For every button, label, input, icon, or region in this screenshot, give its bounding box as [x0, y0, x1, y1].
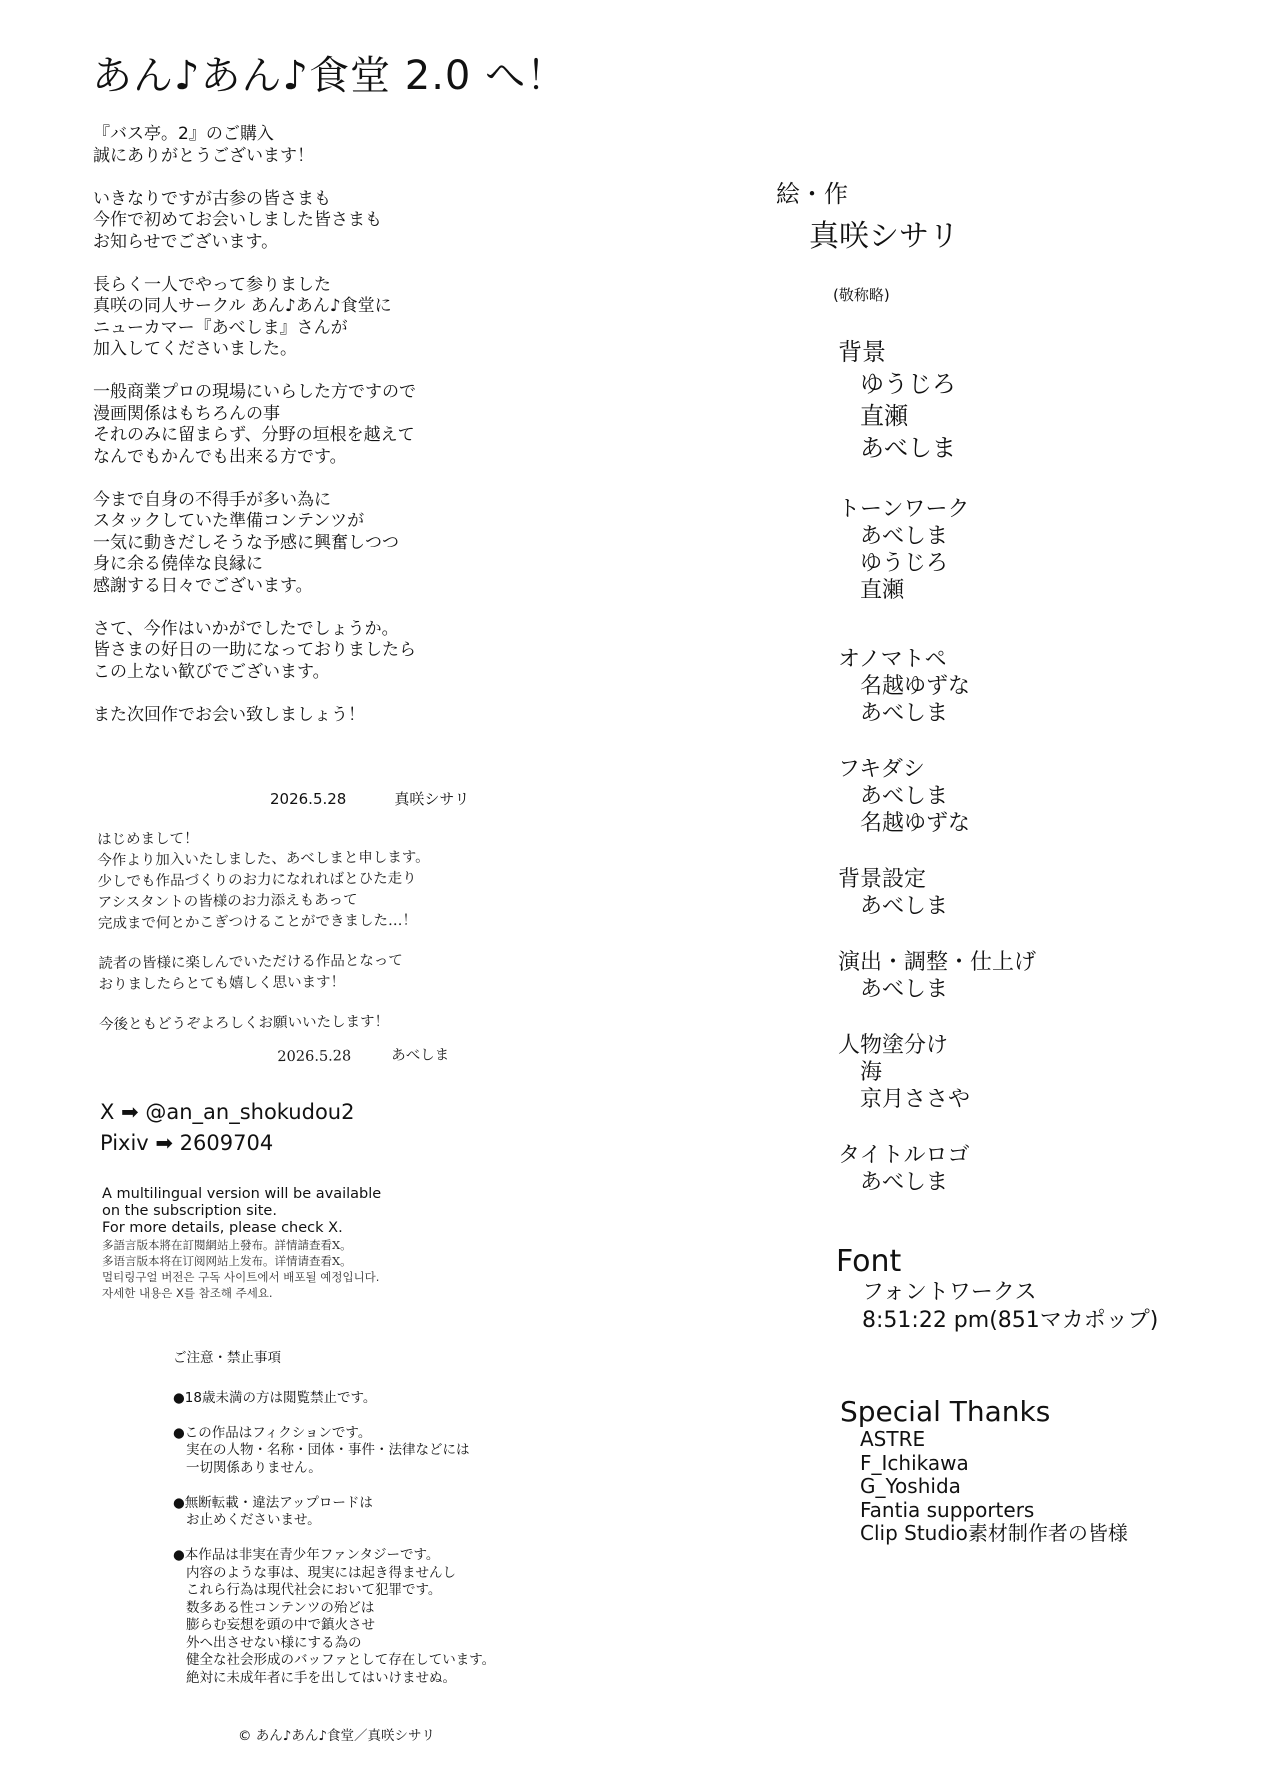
honorific-note: (敬称略) [833, 286, 890, 304]
thanks-name: F_Ichikawa [860, 1450, 969, 1475]
credit-heading: フキダシ [838, 757, 925, 782]
credit-section-speech-bubbles [838, 756, 970, 837]
thanks-name: Clip Studio素材制作者の皆様 [860, 1521, 1128, 1545]
credit-heading: オノマトペ [838, 647, 947, 672]
signature-date: 2026.5.28 [270, 790, 347, 808]
credit-member: ゆうじろ [860, 370, 956, 398]
thanks-name: Fantia supporters [860, 1497, 1035, 1522]
author-label: 絵・作 [776, 180, 848, 208]
social-links [100, 1097, 354, 1159]
notice-item: ●この作品はフィクションです。 実在の人物・名称・団体・事件・法律などには 一切関係ありません。 [173, 1424, 470, 1476]
greeting-paragraph: 一般商業プロの現場にいらした方ですので 漫画関係はもちろんの事 それのみに留まらず、分野の垣根を越えて なんでもかんでも出来る方です。 [93, 382, 416, 467]
greeting-paragraph: 長らく一人でやって参りました 真咲の同人サークル あん♪あん♪食堂に ニューカマー『あべしま』さんが 加入してくださいました。 [93, 274, 392, 359]
multilingual-ko-line: 자세한 내용은 X를 참조해 주세요. [102, 1286, 273, 1300]
multilingual-zh-tw: 多語言版本將在訂閱網站上發布。詳情請查看X。 [102, 1238, 352, 1252]
credit-member: あべしま [860, 434, 956, 462]
multilingual-en-line: on the subscription site. [102, 1203, 277, 1219]
handwritten-signature [277, 1044, 559, 1068]
credit-heading: 背景 [838, 338, 886, 366]
credit-member: 名越ゆずな [860, 811, 971, 836]
credit-member: あべしま [860, 894, 949, 919]
credit-section-title-logo [838, 1142, 970, 1196]
thanks-name: ASTRE [860, 1427, 926, 1451]
notice-item: ●本作品は非実在青少年ファンタジーです。 内容のような事は、現実には起き得ませんし これら行為は現代社会において犯罪です。 数多ある性コンテンツの殆どは 膨らむ妄想を頭の中で鎮火させ 外へ出させない様にする為の 健全な社会形成のバッファとして存在しています。 絶対に未成年者に手を出してはいけませぬ。 [173, 1547, 496, 1686]
page-title: あん♪あん♪食堂 2.0 へ！ [92, 53, 568, 99]
credit-section-onomatopoeia [838, 646, 970, 727]
notice-block [173, 1350, 533, 1705]
credit-heading: 演出・調整・仕上げ [838, 950, 1037, 975]
credit-member: 直瀬 [860, 578, 905, 603]
credit-heading: 背景設定 [838, 867, 927, 892]
multilingual-ko-line: 멀티링구얼 버전은 구독 사이트에서 배포될 예정입니다. [102, 1270, 380, 1284]
handwritten-note [97, 825, 559, 1070]
handwritten-paragraph: 今後ともどうぞよろしくお願いいたします！ [98, 1013, 390, 1033]
credit-member: 名越ゆずな [860, 674, 971, 699]
font-heading: Font [836, 1244, 902, 1279]
handwritten-date: 2026.5.28 [277, 1048, 352, 1066]
credit-member: 直瀬 [860, 402, 908, 430]
multilingual-zh-cn: 多语言版本将在订阅网站上发布。详情请查看X。 [102, 1254, 352, 1268]
multilingual-notice [102, 1186, 381, 1301]
greeting-paragraph: また次回作でお会い致しましょう！ [93, 704, 365, 725]
greeting-paragraph: さて、今作はいかがでしたでしょうか。 皆さまの好日の一助になっておりましたら この上ない歓びでございます。 [93, 618, 416, 682]
credit-heading: タイトルロゴ [838, 1143, 970, 1168]
credit-heading: 人物塗分け [838, 1033, 949, 1058]
handwritten-name: あべしま [391, 1047, 450, 1064]
greeting-paragraph: いきなりですが古参の皆さまも 今作で初めてお会いしました皆さまも お知らせでございます。 [93, 188, 382, 252]
credit-heading: トーンワーク [838, 497, 970, 522]
handwritten-paragraph: 読者の皆様に楽しんでいただける作品となって おりましたらとても嬉しく思います！ [98, 952, 403, 993]
multilingual-en-line: For more details, please check X. [102, 1220, 343, 1236]
notice-item: ●18歳未満の方は閲覧禁止です。 [173, 1389, 377, 1406]
multilingual-en-line: A multilingual version will be available [102, 1186, 382, 1202]
credit-member: あべしま [860, 701, 949, 726]
handwritten-paragraph: はじめまして！ 今作より加入いたしました、あべしまと申します。 少しでも作品づくりのお力になれればとひた走り アシスタントの皆様のお力添えもあって 完成まで何とかこぎつけることができました…！ [97, 830, 430, 932]
notice-item: ●無断転載・違法アップロードは お止めくださいませ。 [173, 1494, 373, 1528]
credit-member: あべしま [860, 1170, 949, 1195]
font-line: フォントワークス [862, 1280, 1037, 1305]
font-credit [836, 1244, 1158, 1335]
thanks-name: G_Yoshida [860, 1474, 961, 1498]
special-thanks [840, 1395, 1128, 1546]
credit-member: あべしま [860, 977, 949, 1002]
greeting-text [93, 124, 513, 748]
credit-member: ゆうじろ [860, 551, 949, 576]
font-line: 8:51:22 pm(851マカポップ) [862, 1308, 1159, 1333]
credit-section-direction [838, 949, 1036, 1003]
credit-section-tonework [838, 496, 970, 604]
greeting-signature [270, 788, 469, 809]
credit-section-background-setting [838, 866, 948, 920]
credit-section-flat-colors [838, 1032, 970, 1113]
thanks-heading: Special Thanks [840, 1395, 1051, 1428]
credit-member: 京月ささや [860, 1087, 971, 1112]
credit-member: あべしま [860, 784, 949, 809]
copyright: © あん♪あん♪食堂／真咲シサリ [238, 1728, 436, 1744]
author-name: 真咲シサリ [809, 219, 959, 254]
credit-member: あべしま [860, 524, 949, 549]
greeting-paragraph: 今まで自身の不得手が多い為に スタックしていた準備コンテンツが 一気に動きだしそうな予感に興奮しつつ 身に余る僥倖な良縁に 感謝する日々でございます。 [93, 489, 399, 596]
pixiv-account: Pixiv ➡ 2609704 [100, 1131, 274, 1155]
greeting-paragraph: 『バス亭。2』のご購入 誠にありがとうございます！ [93, 124, 314, 166]
notice-title: ご注意・禁止事項 [173, 1350, 281, 1366]
signature-name: 真咲シサリ [394, 790, 470, 808]
credit-member: 海 [860, 1060, 883, 1085]
x-account: X ➡ @an_an_shokudou2 [100, 1100, 355, 1124]
credit-section-background [838, 336, 956, 464]
author-credit [776, 174, 959, 255]
